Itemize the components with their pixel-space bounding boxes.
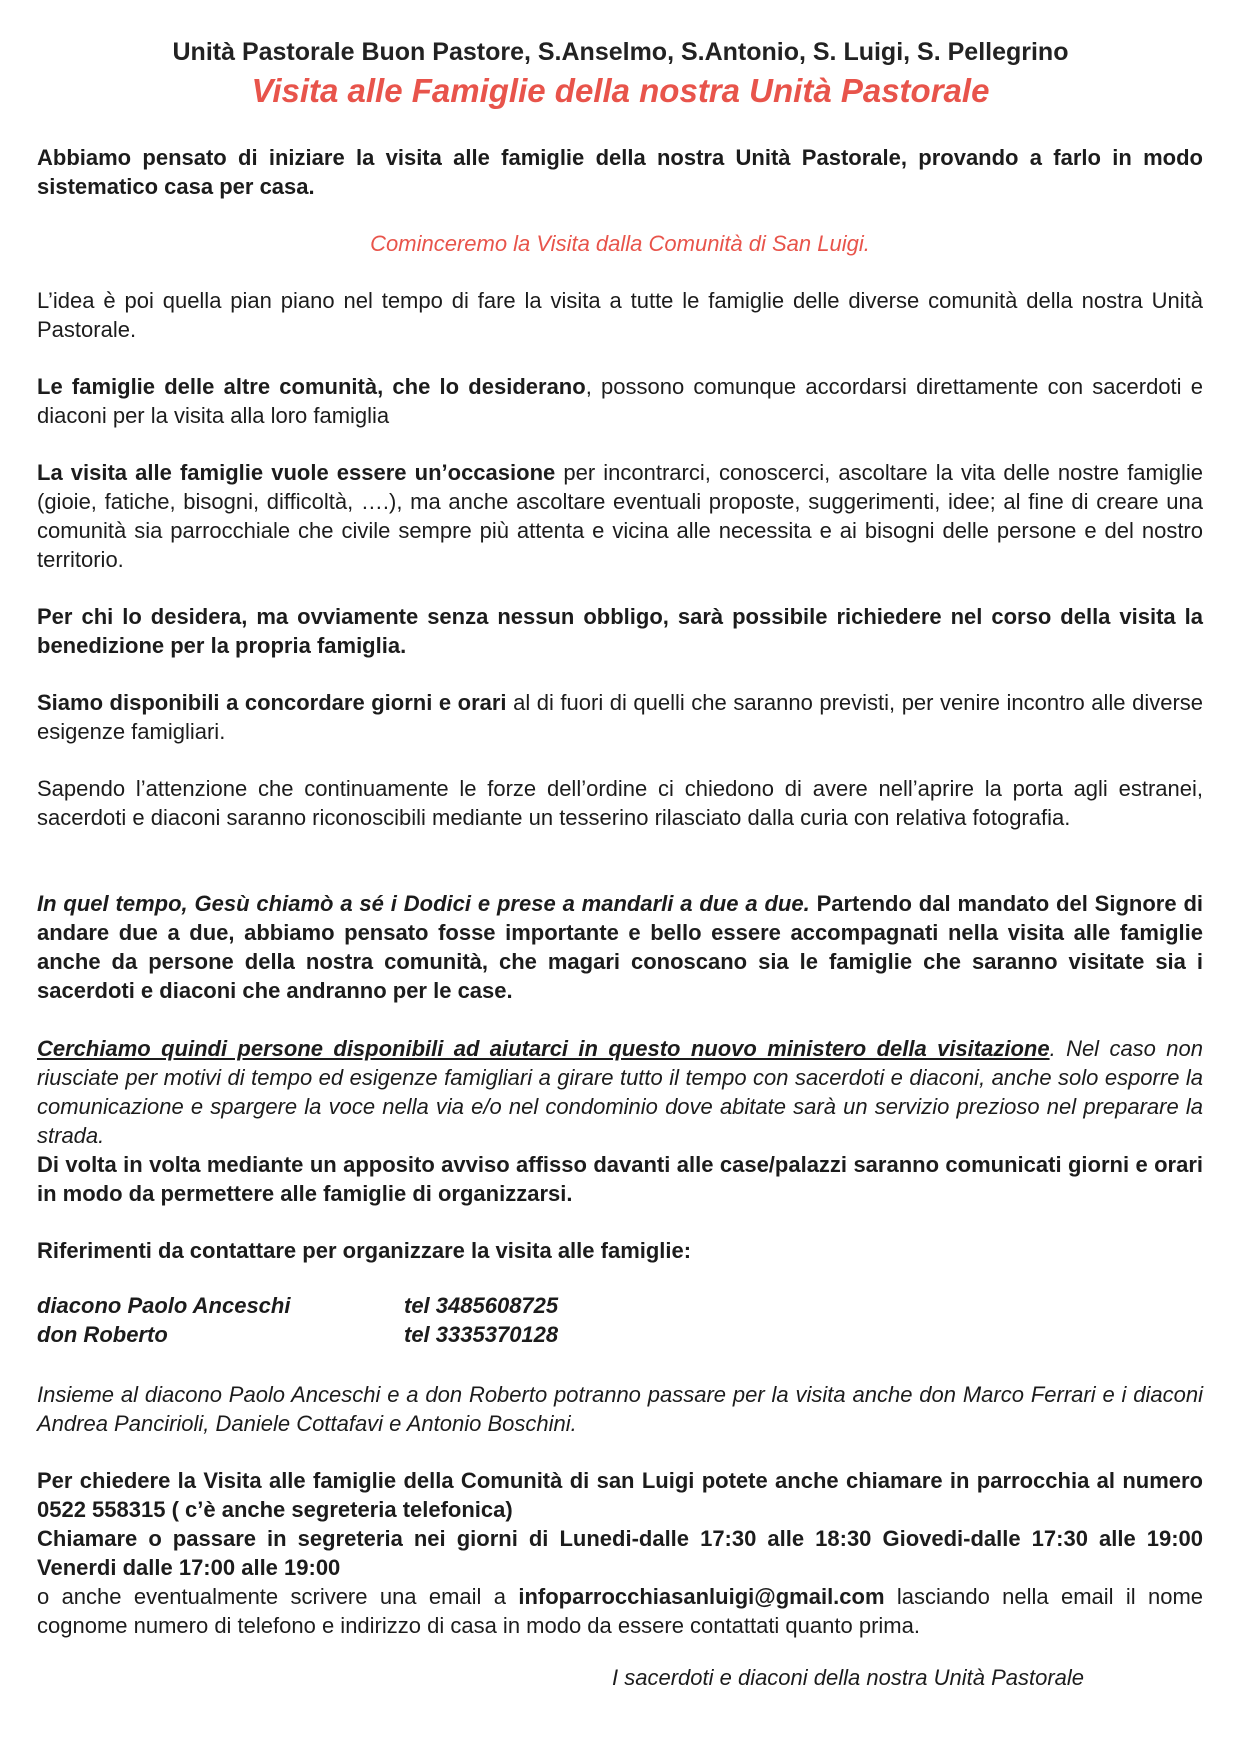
parish-phone-paragraph: Per chiedere la Visita alle famiglie della Comunità di san Luigi potete anche chiamare in parrocchia al numero 0522 558315 ( c’è anche segreteria telefonica) [37,1468,1203,1522]
mandate-text: Partendo dal mandato del Signore di andare due a due, abbiamo pensato fosse importante e bello essere accompagnati nella visita alle famiglie anche da persone della nostra comunità, che magari conoscano sia le famiglie che saranno visitate sia i sacerdoti e diaconi che andranno per le case. [37,891,1204,1003]
other-communities-paragraph [37,372,1203,430]
contact-phone[interactable]: tel 3485608725 [404,1293,559,1318]
intro-paragraph: Abbiamo pensato di iniziare la visita alle famiglie della nostra Unità Pastorale, provando a farlo in modo sistematico casa per casa. [37,145,1203,199]
notice-paragraph: Di volta in volta mediante un apposito avviso affisso davanti alle case/palazzi saranno comunicati giorni e orari in modo da permettere alle famiglie di organizzarsi. [37,1152,1203,1206]
office-hours-paragraph: Chiamare o passare in segreteria nei giorni di Lunedi-dalle 17:30 alle 18:30 Giovedi-dalle 17:30 alle 19:00 Venerdi dalle 17:00 alle 19:00 [37,1526,1203,1580]
contact-phone[interactable]: tel 3335370128 [404,1322,559,1347]
visit-purpose-bold: La visita alle famiglie vuole essere un’occasione [37,460,556,485]
other-communities-text: , possono comunque accordarsi direttamente con sacerdoti e diaconi per la visita alla loro famiglia [37,374,1203,428]
volunteers-call: Cerchiamo quindi persone disponibili ad aiutarci in questo nuovo ministero della visitazione [37,1036,1050,1061]
other-communities-bold: Le famiglie delle altre comunità, che lo desiderano [37,374,586,399]
org-heading: Unità Pastorale Buon Pastore, S.Anselmo, S.Antonio, S. Luigi, S. Pellegrino [172,38,1069,66]
volunteers-text: . Nel caso non riusciate per motivi di tempo ed esigenze famigliari a girare tutto il tempo con sacerdoti e diaconi, anche solo esporre la comunicazione e spargere la voce nella via e/o nel condominio dove abitate sarà un servizio prezioso nel preparare la strada. [37,1036,1203,1148]
availability-bold: Siamo disponibili a concordare giorni e orari [37,690,507,715]
other-clergy-paragraph: Insieme al diacono Paolo Anceschi e a don Roberto potranno passare per la visita anche don Marco Ferrari e i diaconi Andrea Pancirioli, Daniele Cottafavi e Antonio Boschini. [37,1382,1203,1436]
signature: I sacerdoti e diaconi della nostra Unità Pastorale [612,1665,1085,1690]
id-card-paragraph: Sapendo l’attenzione che continuamente le forze dell’ordine ci chiedono di avere nell’aprire la porta agli estranei, sacerdoti e diaconi saranno riconoscibili mediante un tesserino rilasciato dalla curia con relativa fotografia. [37,776,1203,830]
blessing-paragraph: Per chi lo desidera, ma ovviamente senza nessun obbligo, sarà possibile richiedere nel corso della visita la benedizione per la propria famiglia. [37,604,1203,658]
gospel-quote: In quel tempo, Gesù chiamò a sé i Dodici e prese a mandarli a due a due. [37,891,810,916]
email-address[interactable]: infoparrocchiasanluigi@gmail.com [518,1584,885,1609]
idea-paragraph: L’idea è poi quella pian piano nel tempo di fare la visita a tutte le famiglie delle diverse comunità della nostra Unità Pastorale. [37,288,1203,342]
visit-purpose-paragraph [37,458,1203,574]
mandate-paragraph [37,889,1203,1005]
email-text-post: lasciando nella email il nome cognome numero di telefono e indirizzo di casa in modo da essere contattati quanto prima. [37,1584,1204,1638]
contact-name: diacono Paolo Anceschi [37,1293,291,1318]
visit-purpose-text: per incontrarci, conoscerci, ascoltare la vita delle nostre famiglie (gioie, fatiche, bisogni, difficoltà, ….), ma anche ascoltare eventuali proposte, suggerimenti, idee; al fine di creare una comunità sia parrocchiale che civile sempre più attenta e vicina alle necessita e ai bisogni delle persone e del nostro territorio. [37,460,1203,572]
contacts-title: Riferimenti da contattare per organizzare la visita alle famiglie: [37,1238,692,1263]
email-text-pre: o anche eventualmente scrivere una email a [37,1584,519,1609]
volunteers-paragraph [37,1034,1203,1150]
email-paragraph [37,1582,1203,1640]
start-announcement: Cominceremo la Visita dalla Comunità di San Luigi. [370,231,870,256]
availability-text: al di fuori di quelli che saranno previsti, per venire incontro alle diverse esigenze famigliari. [37,690,1204,744]
contact-name: don Roberto [37,1322,168,1347]
availability-paragraph [37,688,1203,746]
page-title: Visita alle Famiglie della nostra Unità Pastorale [251,72,990,109]
